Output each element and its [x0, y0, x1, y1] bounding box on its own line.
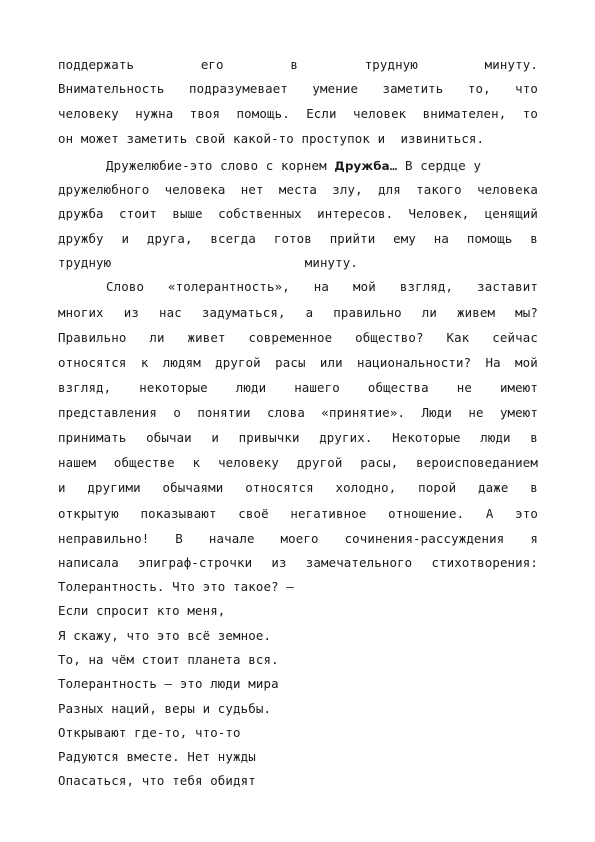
- word: его: [200, 57, 224, 72]
- text-line: Правильно ли живет современное общество? Как сейчас: [58, 330, 538, 345]
- poem-line: То, на чём стоит планета вся.: [58, 651, 279, 667]
- text-line: многих из нас задуматься, а правильно ли живем мы?: [58, 305, 538, 320]
- text-line: неправильно! В начале моего сочинения-рассуждения я: [58, 531, 538, 546]
- poem-line: Радуются вместе. Нет нужды: [58, 749, 256, 765]
- word: в: [290, 57, 298, 72]
- text-line: Дружелюбие-это слово с корнем Дружба… В сердце у: [106, 158, 482, 173]
- text-line: Внимательность подразумевает умение заметить то, что: [58, 81, 538, 96]
- poem-line: Открывают где-то, что-то: [58, 724, 241, 740]
- text-line: принимать обычаи и привычки других. Некоторые люди в: [58, 430, 538, 445]
- text-line: представления о понятии слова «принятие». Люди не умеют: [58, 405, 538, 420]
- text-line: дружелюбного человека нет места злу, для такого человека: [58, 182, 538, 197]
- poem-line: Если спросит кто меня,: [58, 603, 226, 619]
- text-line: открытую показывают своё негативное отношение. А это: [58, 506, 538, 521]
- text-line: относятся к людям другой расы или национальности? На мой: [58, 355, 538, 370]
- poem-line: Я скажу, что это всё земное.: [58, 627, 272, 643]
- text-line: написала эпиграф-строчки из замечательного стихотворения:: [58, 555, 538, 570]
- text-line: дружба стоит выше собственных интересов. Человек, ценящий: [58, 206, 538, 221]
- text-line: дружбу и друга, всегда готов прийти ему на помощь в: [58, 231, 538, 246]
- poem-line: Разных наций, веры и судьбы.: [58, 700, 272, 716]
- text-line: нашем обществе к человеку другой расы, вероисповеданием: [58, 455, 538, 470]
- text-line: и другими обычаями относятся холодно, порой даже в: [58, 480, 538, 495]
- text-line: взгляд, некоторые люди нашего общества не имеют: [58, 380, 538, 395]
- text-line: человеку нужна твоя помощь. Если человек внимателен, то: [58, 106, 538, 121]
- text-line: трудную минуту.: [58, 255, 358, 270]
- word: трудную: [364, 57, 418, 72]
- poem-line: Толерантность. Что это такое? –: [58, 579, 294, 594]
- word: минуту.: [484, 57, 538, 72]
- poem-line: Опасаться, что тебя обидят: [58, 773, 256, 789]
- poem-line: Толерантность – это люди мира: [58, 676, 279, 692]
- text-line: Слово «толерантность», на мой взгляд, заставит: [106, 279, 538, 294]
- bold-word: Дружба: [334, 159, 390, 173]
- word: поддержать: [58, 57, 135, 72]
- text-line: [58, 54, 538, 76]
- text-line: он может заметить свой какой-то проступок и извиниться.: [58, 131, 485, 146]
